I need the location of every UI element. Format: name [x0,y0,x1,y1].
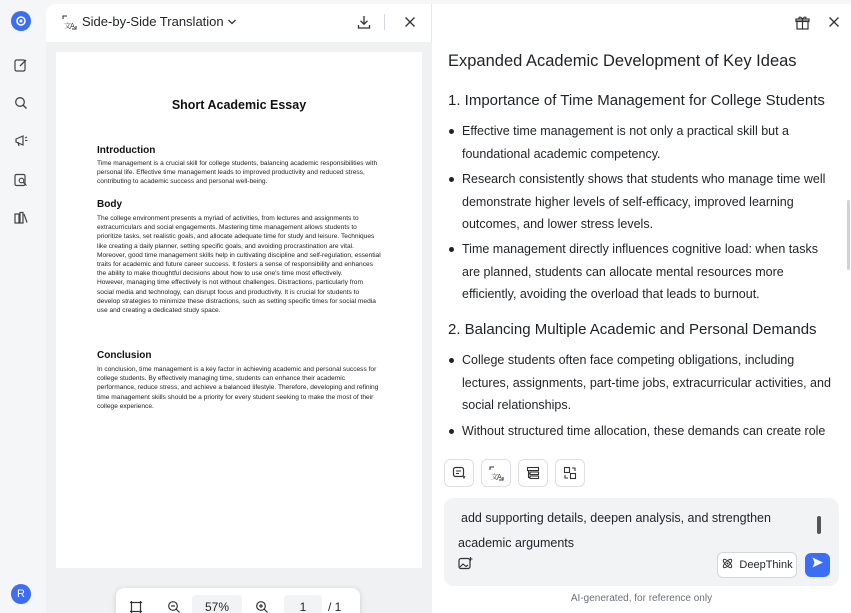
prompt-input-box[interactable] [444,498,839,586]
atom-icon [721,557,734,573]
scrollbar[interactable] [847,200,850,270]
section-heading: Introduction [97,145,156,156]
essay-title: Short Academic Essay [171,98,307,112]
input-scroll-handle[interactable] [817,516,821,534]
document-panel [46,4,432,613]
svg-text:A: A [496,472,502,481]
chat-sparkle-icon[interactable] [444,459,474,487]
document-viewer[interactable] [46,42,432,613]
list-item: College students often face competing obligations, including lectures, assignments, part-time jobs, extracurricular activities, and social relationships. [462,349,837,417]
avatar[interactable]: R [11,584,31,604]
zoom-toolbar [116,588,360,613]
megaphone-icon[interactable] [12,132,30,150]
section-heading: Body [97,199,122,210]
section-text: The college environment presents a myriad of activities, from lectures and assignments to extracurriculars and social engagements. Mastering time management allows students to prioritize tasks, set realistic goals, and allocate adequate time for study and leisure. Techniques like creating a daily planner, setting specific goals, and avoiding procrastination are vital. Moreover, good time management skills help in cultivating discipline and self-regulation, essential traits for academic and future career success. It fosters a sense of responsibility and enhances the ability to make thoughtful decisions about how to use one's time most effectively. However, managing time effectively is not without challenges. Distractions, particularly from social media and technology, can disrupt focus and productivity. It is crucial for students to develop strategies to minimize these distractions, such as setting specific times for social media use and creating a dedicated study space. [97,215,381,315]
translate-icon[interactable] [481,459,511,487]
svg-text:文: 文 [63,21,71,30]
outline-icon[interactable] [518,459,548,487]
svg-text:A: A [69,21,75,30]
header-divider [384,14,385,30]
section-text: In conclusion, time management is a key factor in achieving academic and personal success for college students. By effectively managing time, students can enhance their academic performance, reduce stress, and achieve a balanced lifestyle. Therefore, developing and refining time management skills should be a priority for every student seeking to make the most of their college experience. [97,366,379,410]
section-heading: Conclusion [97,350,152,361]
chevron-down-icon[interactable] [224,14,240,30]
edit-icon[interactable] [12,56,30,74]
list-item: Without structured time allocation, these demands can create role [462,420,837,440]
gift-icon[interactable] [794,14,810,30]
deepthink-label: DeepThink [739,559,793,571]
translate-icon [61,14,77,30]
prompt-input[interactable] [458,506,818,556]
section-heading: 2. Balancing Multiple Academic and Personal Demands [448,321,817,338]
svg-text:文: 文 [490,472,498,481]
response-heading: Expanded Academic Development of Key Ideas [448,52,797,70]
list-item: Research consistently shows that students who manage time well demonstrate higher levels of self-efficacy, improved learning outcomes, and lower stress levels. [462,168,837,236]
section-heading: 1. Importance of Time Management for College Students [448,92,825,109]
zoom-level[interactable]: 57% [192,595,242,613]
logo-icon[interactable] [11,11,31,31]
ai-panel [432,4,851,613]
swap-icon[interactable] [555,459,585,487]
list-item: Effective time management is not only a practical skill but a foundational academic competency. [462,120,837,165]
zoom-in-icon[interactable] [254,599,270,613]
panel-title: Side-by-Side Translation [82,14,224,29]
image-upload-icon[interactable] [458,556,474,572]
disclaimer: AI-generated, for reference only [570,593,713,604]
close-icon[interactable] [402,14,418,30]
left-rail [0,0,46,613]
prompt-line: academic arguments [458,536,575,550]
close-icon[interactable] [826,14,842,30]
deepthink-button[interactable] [717,552,797,578]
fit-page-icon[interactable] [128,599,144,613]
zoom-out-icon[interactable] [166,599,182,613]
send-button[interactable] [805,553,830,577]
section-text: Time management is a crucial skill for college students, balancing academic responsibilities with personal life. Effective time management leads to improved productivity and reduced stress, contributing to academic success and personal well-being. [97,160,378,186]
page-total: / 1 [328,600,342,613]
prompt-line: add supporting details, deepen analysis, and strengthen [461,511,771,525]
page-number-input[interactable]: 1 [284,595,322,613]
send-icon [811,556,824,574]
library-icon[interactable] [12,209,30,227]
search-icon[interactable] [12,94,30,112]
list-item: Time management directly influences cognitive load: when tasks are planned, students can allocate mental resources more efficiently, avoiding the overload that leads to burnout. [462,238,837,306]
response-content [448,44,843,440]
document-panel-header [46,4,432,40]
document-search-icon[interactable] [12,171,30,189]
document-page [56,52,422,568]
download-icon[interactable] [356,14,372,30]
